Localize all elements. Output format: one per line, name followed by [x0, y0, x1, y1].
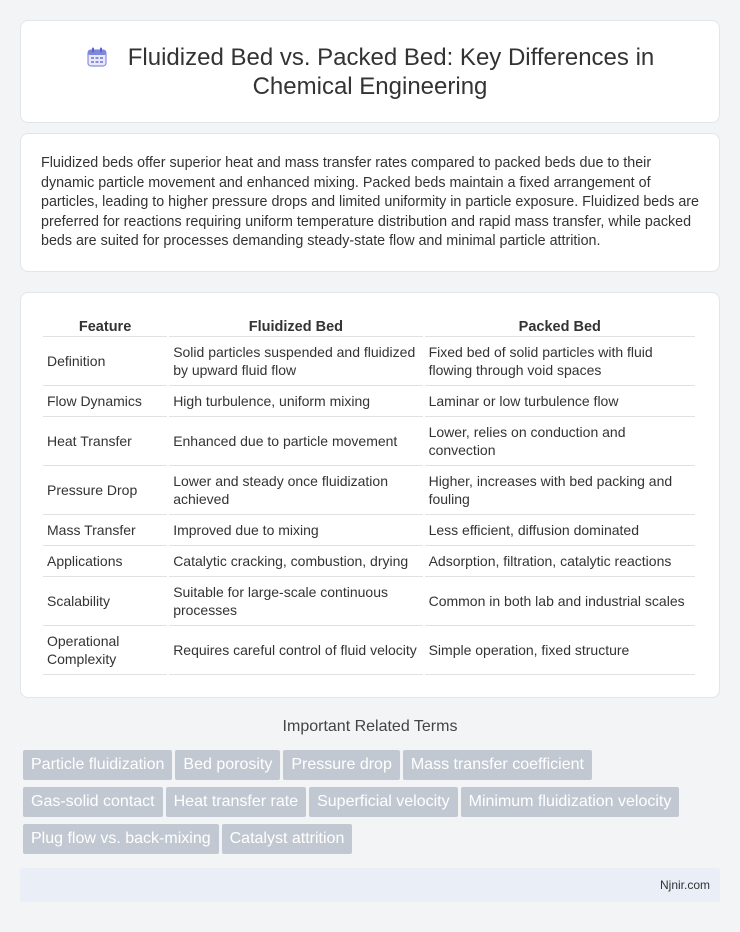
- comparison-table-card: [20, 292, 720, 698]
- fluidized-cell: Requires careful control of fluid velocity: [169, 626, 422, 675]
- calendar-icon: [86, 46, 108, 68]
- table-row: [43, 626, 695, 675]
- feature-cell: Definition: [43, 337, 167, 386]
- term-tag[interactable]: Bed porosity: [175, 750, 280, 780]
- packed-cell: Adsorption, filtration, catalytic reactions: [425, 546, 695, 577]
- term-tag[interactable]: Plug flow vs. back-mixing: [23, 824, 219, 854]
- packed-cell: Fixed bed of solid particles with fluid flowing through void spaces: [425, 337, 695, 386]
- packed-cell: Higher, increases with bed packing and fouling: [425, 466, 695, 515]
- term-tag[interactable]: Heat transfer rate: [166, 787, 307, 817]
- fluidized-cell: Improved due to mixing: [169, 515, 422, 546]
- packed-cell: Simple operation, fixed structure: [425, 626, 695, 675]
- fluidized-cell: Suitable for large-scale continuous processes: [169, 577, 422, 626]
- fluidized-cell: Lower and steady once fluidization achieved: [169, 466, 422, 515]
- summary-card: [20, 133, 720, 272]
- summary-text: Fluidized beds offer superior heat and mass transfer rates compared to packed beds due to their dynamic particle movement and enhanced mixing. Packed beds maintain a fixed arrangement of particles, leading to higher pressure drops and limited uniformity in particle exposure. Fluidized beds are preferred for reactions requiring uniform temperature distribution and rapid mass transfer, while packed beds are suited for processes demanding steady-state flow and minimal particle attrition.: [41, 155, 699, 249]
- fluidized-cell: Catalytic cracking, combustion, drying: [169, 546, 422, 577]
- footer-site-link[interactable]: Njnir.com: [659, 878, 710, 892]
- related-terms-tags: [23, 750, 723, 861]
- term-tag[interactable]: Pressure drop: [283, 750, 400, 780]
- page-title: Fluidized Bed vs. Packed Bed: Key Differences in Chemical Engineering: [127, 43, 655, 100]
- table-row: [43, 515, 695, 546]
- feature-cell: Scalability: [43, 577, 167, 626]
- table-row: [43, 417, 695, 466]
- feature-cell: Heat Transfer: [43, 417, 167, 466]
- term-tag[interactable]: Gas-solid contact: [23, 787, 163, 817]
- related-terms-title: Important Related Terms: [282, 718, 458, 735]
- title-wrap: [21, 43, 719, 101]
- term-tag[interactable]: Particle fluidization: [23, 750, 172, 780]
- feature-cell: Pressure Drop: [43, 466, 167, 515]
- term-tag[interactable]: Catalyst attrition: [222, 824, 353, 854]
- packed-cell: Laminar or low turbulence flow: [425, 386, 695, 417]
- term-tag[interactable]: Mass transfer coefficient: [403, 750, 592, 780]
- table-row: [43, 337, 695, 386]
- term-tag[interactable]: Minimum fluidization velocity: [461, 787, 680, 817]
- feature-cell: Mass Transfer: [43, 515, 167, 546]
- feature-cell: Operational Complexity: [43, 626, 167, 675]
- header-packed-bed: Packed Bed: [425, 315, 695, 337]
- fluidized-cell: Solid particles suspended and fluidized by upward fluid flow: [169, 337, 422, 386]
- table-row: [43, 386, 695, 417]
- feature-cell: Applications: [43, 546, 167, 577]
- table-row: [43, 546, 695, 577]
- footer: [20, 868, 720, 902]
- table-row: [43, 466, 695, 515]
- title-card: [20, 20, 720, 123]
- comparison-table: [41, 315, 697, 675]
- term-tag[interactable]: Superficial velocity: [309, 787, 458, 817]
- feature-cell: Flow Dynamics: [43, 386, 167, 417]
- header-feature: Feature: [43, 315, 167, 337]
- packed-cell: Lower, relies on conduction and convection: [425, 417, 695, 466]
- fluidized-cell: High turbulence, uniform mixing: [169, 386, 422, 417]
- packed-cell: Common in both lab and industrial scales: [425, 577, 695, 626]
- fluidized-cell: Enhanced due to particle movement: [169, 417, 422, 466]
- packed-cell: Less efficient, diffusion dominated: [425, 515, 695, 546]
- table-row: [43, 577, 695, 626]
- header-fluidized-bed: Fluidized Bed: [169, 315, 422, 337]
- table-header-row: [43, 315, 695, 337]
